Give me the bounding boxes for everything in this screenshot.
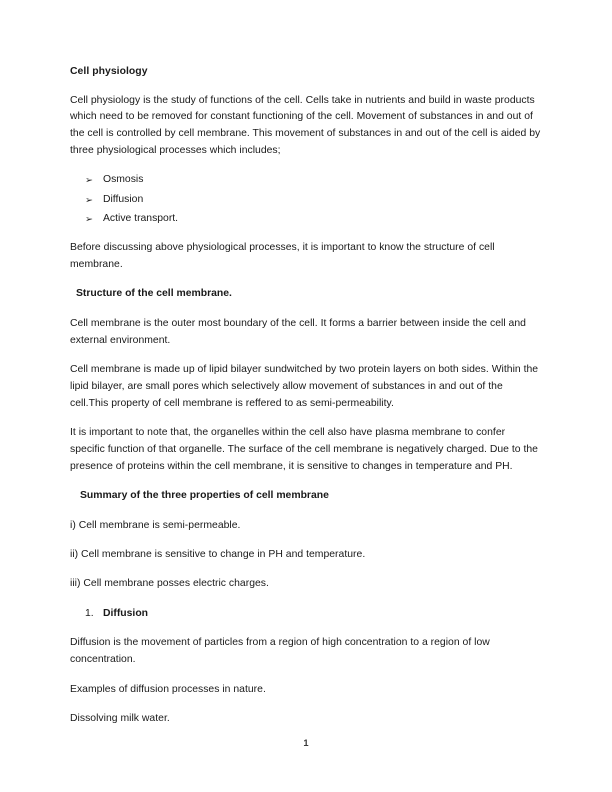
list-item-label: Osmosis	[103, 174, 144, 186]
list-item	[70, 192, 542, 209]
page-number: 1	[303, 738, 309, 748]
paragraph-examples: Examples of diffusion processes in nature.	[70, 683, 266, 695]
paragraph-before-discussing: Before discussing above physiological processes, it is important to know the structure of cell membrane.	[70, 242, 495, 270]
summary-item-i: i) Cell membrane is semi-permeable.	[70, 519, 241, 531]
page-title: Cell physiology	[70, 66, 148, 77]
list-item-number: 1.	[85, 607, 94, 619]
paragraph-lipid-bilayer: Cell membrane is made up of lipid bilayer sundwitched by two protein layers on both sides. Within the lipid bilayer, are small pores which selectively allow movement of substances in and out of the cell.This property of cell membrane is reffered to as semi-permeability.	[70, 364, 539, 409]
paragraph-organelles: It is important to note that, the organelles within the cell also have plasma membrane to confer specific function of that organelle. The surface of the cell membrane is negatively charged. Due to the presence of proteins within the cell membrane, it is sensitive to changes in temperature and PH.	[70, 427, 538, 472]
list-item	[70, 211, 542, 228]
document-body	[70, 64, 542, 740]
list-item	[70, 172, 542, 189]
arrow-bullet-icon: ➢	[85, 175, 94, 187]
summary-item-iii: iii) Cell membrane posses electric charges.	[70, 578, 269, 590]
list-item-label: Active transport.	[103, 213, 179, 225]
heading-structure-of-cell-membrane: Structure of the cell membrane.	[76, 288, 232, 300]
list-item-label: Diffusion	[103, 607, 149, 619]
numbered-section-list	[70, 606, 542, 623]
list-item-label: Diffusion	[103, 193, 144, 205]
paragraph-outer-boundary: Cell membrane is the outer most boundary of the cell. It forms a barrier between inside the cell and external environment.	[70, 317, 526, 346]
list-item	[70, 606, 542, 623]
heading-summary-properties: Summary of the three properties of cell membrane	[80, 490, 329, 502]
process-bullet-list	[70, 172, 542, 228]
paragraph-diffusion-definition: Diffusion is the movement of particles from a region of high concentration to a region of low concentration.	[70, 637, 490, 666]
summary-item-ii: ii) Cell membrane is sensitive to change in PH and temperature.	[70, 549, 366, 561]
paragraph-dissolving: Dissolving milk water.	[70, 712, 170, 724]
arrow-bullet-icon: ➢	[85, 214, 94, 226]
paragraph-intro: Cell physiology is the study of functions of the cell. Cells take in nutrients and build in waste products which need to be removed for constant functioning of the cell. Movement of substances in and out of the cell is controlled by cell membrane. This movement of substances in and out of the cell is aided by three physiological processes which includes;	[70, 94, 541, 157]
arrow-bullet-icon: ➢	[85, 194, 94, 206]
